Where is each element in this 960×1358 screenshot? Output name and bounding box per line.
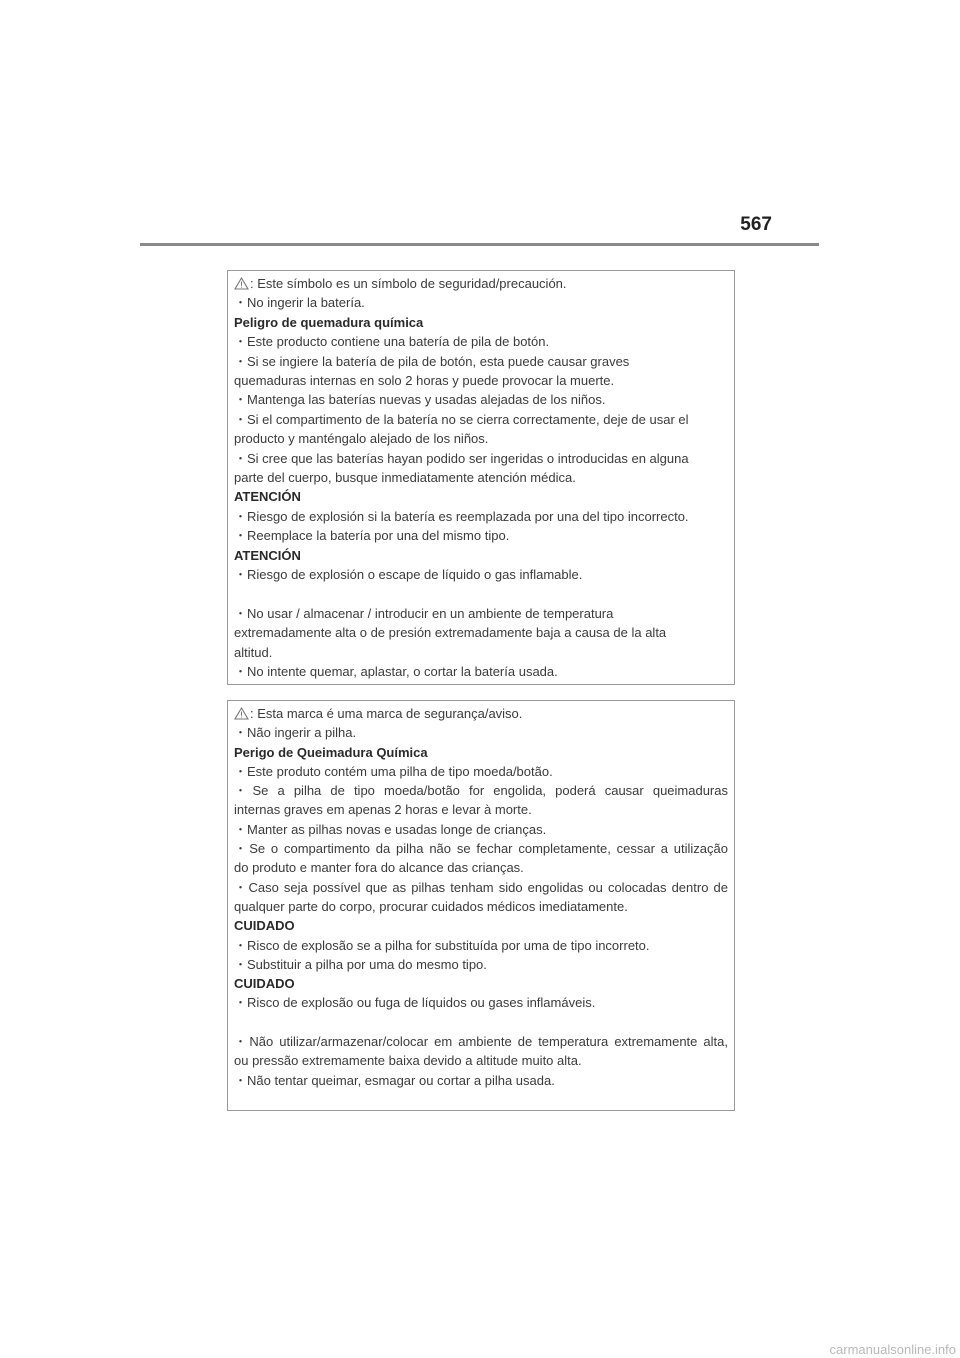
section-heading: ATENCIÓN — [234, 489, 301, 505]
watermark: carmanualsonline.info — [829, 1342, 956, 1357]
section-heading: CUIDADO — [234, 976, 295, 992]
text-line: ・Não utilizar/armazenar/colocar em ambiente de temperatura extremamente alta, — [234, 1034, 728, 1050]
text-line: ou pressão extremamente baixa devido a altitude muito alta. — [234, 1053, 582, 1069]
text-line: ・Se a pilha de tipo moeda/botão for engolida, poderá causar queimaduras — [234, 783, 728, 799]
text-line: ・No usar / almacenar / introducir en un ambiente de temperatura — [234, 605, 614, 621]
text-line: ・Caso seja possível que as pilhas tenham sido engolidas ou colocadas dentro de — [234, 879, 728, 895]
warning-triangle-icon — [234, 277, 249, 290]
portuguese-warning-box — [227, 700, 735, 1111]
blank-gap — [234, 1013, 728, 1032]
header-rule — [140, 243, 819, 246]
portuguese-lines — [234, 723, 728, 1090]
text-line: extremadamente alta o de presión extremadamente baja a causa de la alta — [234, 625, 667, 641]
text-line: ・Riesgo de explosión o escape de líquido o gas inflamable. — [234, 567, 583, 583]
text-line: ・Risco de explosão se a pilha for substituída por uma de tipo incorreto. — [234, 937, 650, 953]
section-heading: Perigo de Queimadura Química — [234, 744, 428, 760]
text-line: quemaduras internas en solo 2 horas y puede provocar la muerte. — [234, 373, 615, 389]
text-line: ・Riesgo de explosión si la batería es reemplazada por una del tipo incorrecto. — [234, 508, 689, 524]
symbol-text-es: : Este símbolo es un símbolo de seguridad/precaución. — [250, 276, 567, 291]
text-line: ・No ingerir la batería. — [234, 295, 365, 311]
text-line: ・Si cree que las baterías hayan podido ser ingeridas o introducidas en alguna — [234, 450, 689, 466]
text-line: ・Si el compartimento de la batería no se cierra correctamente, deje de usar el — [234, 411, 689, 427]
text-line: ・Substituir a pilha por uma do mesmo tipo. — [234, 956, 487, 972]
symbol-line-pt — [234, 704, 728, 723]
text-line: do produto e manter fora do alcance das crianças. — [234, 860, 524, 876]
blank-gap — [234, 585, 728, 604]
text-line: ・No intente quemar, aplastar, o cortar la batería usada. — [234, 664, 558, 680]
spanish-warning-box — [227, 270, 735, 685]
text-line: ・Manter as pilhas novas e usadas longe de crianças. — [234, 821, 547, 837]
text-line: altitud. — [234, 644, 273, 660]
text-line: ・Este produto contém uma pilha de tipo moeda/botão. — [234, 763, 553, 779]
text-line: qualquer parte do corpo, procurar cuidados médicos imediatamente. — [234, 898, 628, 914]
text-line: ・Risco de explosão ou fuga de líquidos ou gases inflamáveis. — [234, 995, 596, 1011]
text-line: ・Não tentar queimar, esmagar ou cortar a pilha usada. — [234, 1072, 555, 1088]
section-heading: ATENCIÓN — [234, 547, 301, 563]
text-line: ・Se o compartimento da pilha não se fechar completamente, cessar a utilização — [234, 841, 728, 857]
text-line: producto y manténgalo alejado de los niños. — [234, 431, 489, 447]
warning-triangle-icon — [234, 707, 249, 720]
page-number: 567 — [740, 214, 772, 235]
text-line: parte del cuerpo, busque inmediatamente atención médica. — [234, 470, 576, 486]
text-line: ・Si se ingiere la batería de pila de botón, esta puede causar graves — [234, 353, 630, 369]
text-line: ・Reemplace la batería por una del mismo tipo. — [234, 528, 510, 544]
text-line: ・Não ingerir a pilha. — [234, 725, 357, 741]
symbol-line-es — [234, 274, 728, 293]
spanish-lines — [234, 293, 728, 681]
text-line: ・Mantenga las baterías nuevas y usadas alejadas de los niños. — [234, 392, 606, 408]
text-line: internas graves em apenas 2 horas e levar à morte. — [234, 802, 532, 818]
section-heading: CUIDADO — [234, 918, 295, 934]
symbol-text-pt: : Esta marca é uma marca de segurança/aviso. — [250, 706, 523, 721]
section-heading: Peligro de quemadura química — [234, 314, 424, 330]
text-line: ・Este producto contiene una batería de pila de botón. — [234, 334, 550, 350]
